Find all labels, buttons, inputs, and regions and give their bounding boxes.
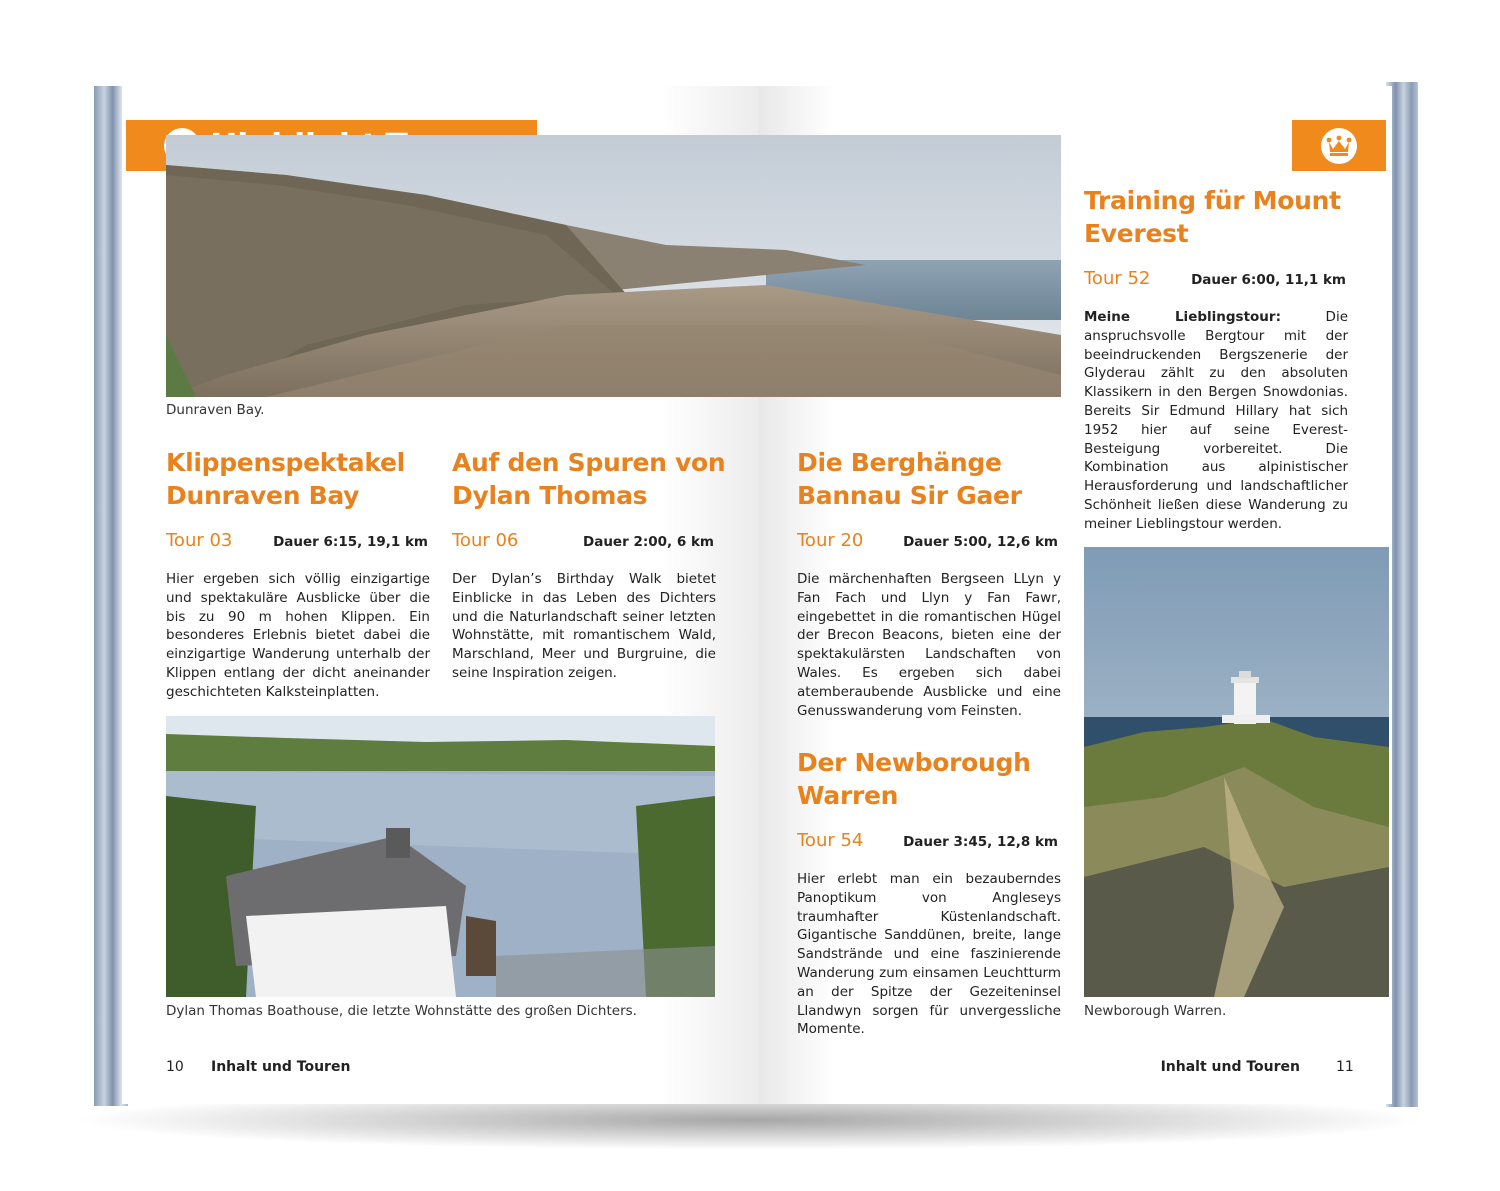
tour-title [452, 446, 732, 512]
tour-number: Tour 54 [797, 830, 864, 851]
tour-duration: Dauer 2:00, 6 km [583, 534, 714, 550]
tour-description: Die märchenhaften Bergseen LLyn y Fan Fach und Llyn y Fan Fawr, eingebettet in die romantischen Hügel der Brecon Beacons, bieten eine der spektakulärsten Landschaften von Wales. Es ergeben sich dabei atemberaubende Ausblicke und eine Genusswanderung vom Feinsten. [797, 571, 1061, 719]
section-banner-right [1292, 120, 1386, 171]
tour-number: Tour 03 [166, 530, 233, 551]
tour-duration: Dauer 5:00, 12,6 km [903, 534, 1058, 550]
tour-duration: Dauer 3:45, 12,8 km [903, 834, 1058, 850]
tour-title-line: Der Newborough [797, 748, 1031, 777]
tour-title-line: Training für Mount [1084, 186, 1341, 215]
photo-caption: Dunraven Bay. [166, 402, 265, 418]
photo-dylan-thomas-boathouse [166, 716, 715, 997]
tour-number: Tour 20 [797, 530, 864, 551]
tour-description [1084, 308, 1348, 534]
tour-title-line: Everest [1084, 219, 1189, 248]
tour-description: Hier erlebt man ein bezauberndes Panoptikum von Angleseys traumhafter Küstenlandschaft. Gigantische Sanddünen, breite, lange Sandstrände und eine faszinierende Wanderung zum einsamen Leuchtturm an der Spitze der Gezeiteninsel Llandwyn sorgen für unvergessliche Momente. [797, 871, 1061, 1038]
tour-number: Tour 52 [1084, 268, 1151, 289]
tour-title-line: Dylan Thomas [452, 481, 648, 510]
running-footer-right: Inhalt und Touren [1160, 1059, 1300, 1075]
photo-dunraven-bay [166, 135, 1061, 397]
tour-title [797, 746, 1067, 812]
tour-title-line: Klippenspektakel [166, 448, 405, 477]
tour-title-line: Auf den Spuren von [452, 448, 726, 477]
tour-duration: Dauer 6:00, 11,1 km [1191, 272, 1346, 288]
tour-text: Die anspruchsvolle Bergtour mit der beeindruckenden Bergszenerie der Glyderau zählt zu den absoluten Klassikern in den Bergen Snowdonias. Bereits Sir Edmund Hillary hat sich 1952 hier auf seine Everest-Besteigung vorbereitet. Die Kombination aus alpinistischer Herausforderung und landschaftlicher Schönheit ließen diese Wanderung zu meiner Lieblingstour werden. [1084, 309, 1348, 532]
tour-description: Hier ergeben sich völlig einzigartige und spektakuläre Ausblicke über die bis zu 90 m hohen Klippen. Ein besonderes Erlebnis bietet dabei die einzigartige Wanderung unterhalb der Klippen entlang der dicht aneinander geschichteten Kalksteinplatten. [166, 571, 430, 700]
running-footer-left: Inhalt und Touren [211, 1059, 351, 1075]
crown-icon [1321, 128, 1357, 164]
tour-title-line: Bannau Sir Gaer [797, 481, 1022, 510]
tour-description: Der Dylan’s Birthday Walk bietet Einblicke in das Leben des Dichters und die Naturlandschaft seiner letzten Wohnstätte, mit romantischem Wald, Marschland, Meer und Burgruine, die seine Inspiration zeigen. [452, 571, 716, 681]
tour-title-line: Dunraven Bay [166, 481, 360, 510]
tour-title-line: Die Berghänge [797, 448, 1002, 477]
tour-title [797, 446, 1067, 512]
photo-caption: Dylan Thomas Boathouse, die letzte Wohnstätte des großen Dichters. [166, 1003, 637, 1019]
tour-title [166, 446, 436, 512]
photo-newborough-warren [1084, 547, 1389, 997]
tour-title-line: Warren [797, 781, 899, 810]
tour-number: Tour 06 [452, 530, 519, 551]
tour-lead: Meine Lieblingstour: [1084, 309, 1281, 325]
tour-title [1084, 184, 1374, 250]
page-number-left: 10 [166, 1059, 184, 1075]
photo-caption: Newborough Warren. [1084, 1003, 1227, 1019]
page-number-right: 11 [1336, 1059, 1354, 1075]
tour-duration: Dauer 6:15, 19,1 km [273, 534, 428, 550]
